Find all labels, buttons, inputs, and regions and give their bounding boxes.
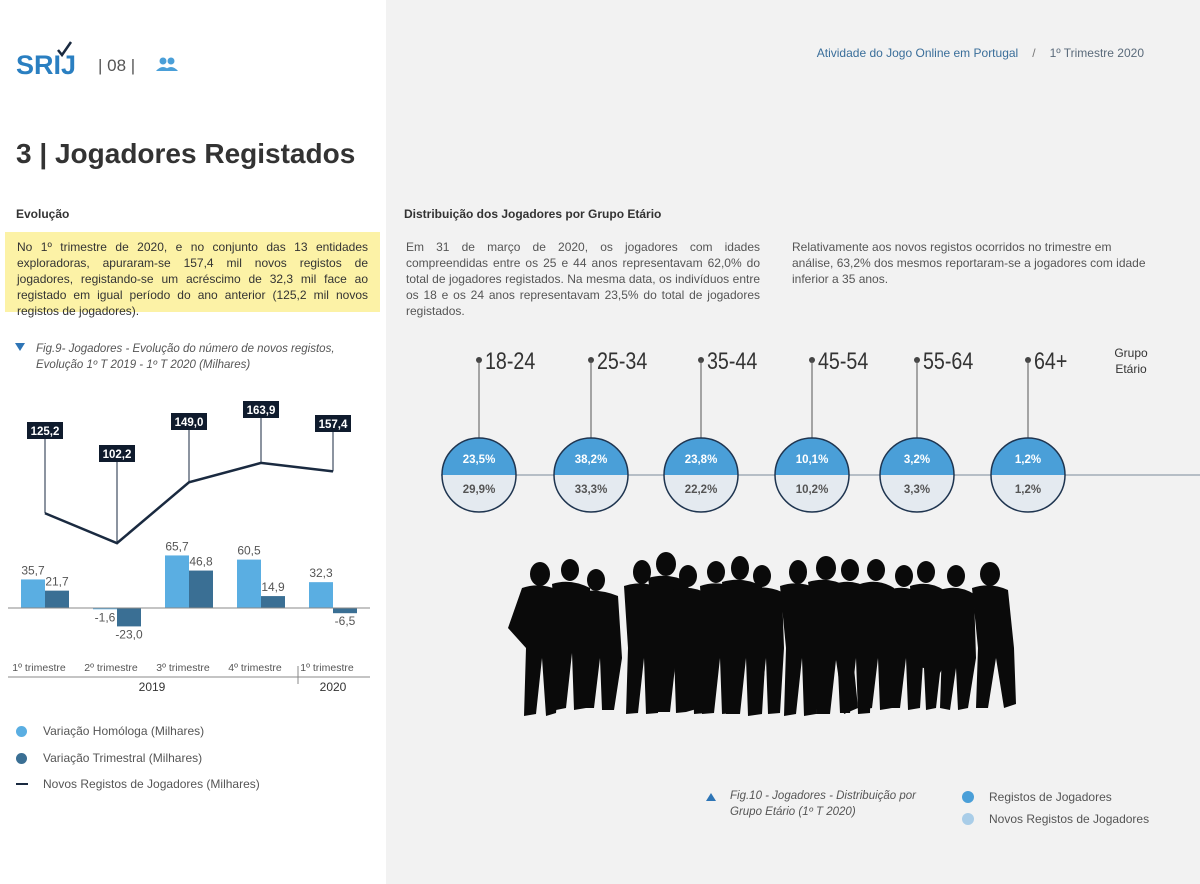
logo-text: SRIJ — [16, 50, 77, 80]
bar-homologa — [165, 555, 189, 608]
year-label-2020: 2020 — [319, 680, 347, 694]
line-label: 157,4 — [318, 419, 348, 431]
bar-label-trimestral: -23,0 — [115, 627, 143, 642]
age-group-label: 35-44 — [707, 347, 758, 375]
age-group-label: 45-54 — [818, 347, 869, 375]
bar-label-homologa: 35,7 — [21, 563, 45, 578]
year-label-2019: 2019 — [138, 680, 166, 694]
registos-value: 23,5% — [462, 454, 496, 466]
legend-line-novos — [16, 783, 28, 785]
category-label: 3º trimestre — [156, 662, 210, 674]
novos-value: 1,2% — [1014, 484, 1042, 496]
paragraph-distribuicao: Em 31 de março de 2020, os jogadores com idades compreendidas entre os 25 e 44 anos representavam 62,0% do total de jogadores registados. Na mesma data, os indivíduos entre os 18 e os 24 anos representavam 23,5% do total de jogadores registados. — [406, 240, 760, 318]
category-label: 4º trimestre — [228, 662, 282, 674]
age-group-label: 18-24 — [485, 347, 536, 375]
bar-trimestral — [189, 571, 213, 608]
registos-value: 38,2% — [574, 454, 608, 466]
bar-label-homologa: 32,3 — [309, 566, 333, 581]
novos-value: 3,3% — [903, 484, 931, 496]
people-icon — [156, 56, 178, 72]
category-label: 1º trimestre — [300, 662, 354, 674]
legend-item-novos — [962, 812, 1149, 826]
legend-label-homologa: Variação Homóloga (Milhares) — [43, 724, 205, 738]
age-group-label: 55-64 — [923, 347, 974, 375]
breadcrumb-title: Atividade do Jogo Online em Portugal — [816, 46, 1019, 60]
caption-marker-icon — [15, 343, 25, 351]
fig9-caption: Fig.9- Jogadores - Evolução do número de novos registos, Evolução 1º T 2019 - 1º T 2020 (Milhares) — [36, 343, 335, 371]
bar-trimestral — [333, 608, 357, 613]
category-label: 1º trimestre — [12, 662, 66, 674]
line-label: 102,2 — [102, 449, 132, 461]
breadcrumb-period: 1º Trimestre 2020 — [1049, 46, 1144, 60]
legend-dot-novos — [962, 813, 974, 825]
page-title: 3 | Jogadores Registados — [16, 138, 356, 169]
legend-item-trimestral — [16, 751, 202, 765]
srij-logo — [16, 40, 80, 80]
fig10-caption: Fig.10 - Jogadores - Distribuição por Grupo Etário (1º T 2020) — [730, 790, 916, 818]
legend-label-novos-registos: Novos Registos de Jogadores — [989, 812, 1150, 826]
line-label: 149,0 — [174, 417, 204, 429]
legend-dot-homologa — [16, 726, 27, 737]
novos-value: 10,2% — [795, 484, 829, 496]
bar-trimestral — [45, 591, 69, 608]
bar-label-trimestral: 14,9 — [261, 580, 285, 595]
bar-homologa — [309, 582, 333, 608]
bar-homologa — [237, 560, 261, 608]
bar-homologa — [21, 579, 45, 608]
page-number: | 08 | — [98, 56, 136, 75]
line-label: 125,2 — [30, 426, 60, 438]
registos-value: 23,8% — [684, 454, 718, 466]
legend-label-novos: Novos Registos de Jogadores (Milhares) — [43, 777, 260, 791]
bar-label-homologa: -1,6 — [94, 610, 116, 625]
legend-label-trimestral: Variação Trimestral (Milhares) — [43, 751, 203, 765]
legend-item-registos — [962, 790, 1112, 804]
line-label: 163,9 — [246, 405, 276, 417]
evolution-chart — [0, 390, 386, 700]
breadcrumb — [817, 46, 1144, 60]
bar-label-trimestral: -6,5 — [334, 614, 356, 629]
bar-label-homologa: 65,7 — [165, 539, 189, 554]
age-group-chart — [386, 330, 1200, 520]
section-title-distribuicao: Distribuição dos Jogadores por Grupo Etário — [404, 207, 662, 221]
legend-item-homologa — [16, 724, 204, 738]
legend-dot-trimestral — [16, 753, 27, 764]
legend-item-novos-registos — [16, 777, 260, 791]
bar-label-trimestral: 46,8 — [189, 554, 213, 569]
axis-label-etario: Etário — [1115, 362, 1147, 376]
legend-dot-registos — [962, 791, 974, 803]
registos-value: 1,2% — [1014, 454, 1042, 466]
caption-marker-up-icon — [706, 793, 716, 801]
novos-value: 22,2% — [684, 484, 718, 496]
axis-label-grupo: Grupo — [1114, 346, 1148, 360]
age-group-label: 25-34 — [597, 347, 648, 375]
category-label: 2º trimestre — [84, 662, 138, 674]
age-group-label: 64+ — [1034, 347, 1068, 375]
breadcrumb-separator: / — [1032, 46, 1036, 60]
novos-value: 29,9% — [462, 484, 496, 496]
highlight-summary: No 1º trimestre de 2020, e no conjunto das 13 entidades exploradoras, apuraram-se 157,4 mil novos registos de jogadores, registando-se um acréscimo de 32,3 mil face ao registado em igual período do ano anterior (125,2 mil novos registos de jogadores). — [5, 232, 380, 312]
bar-trimestral — [261, 596, 285, 608]
legend-label-registos: Registos de Jogadores — [989, 790, 1112, 804]
novos-value: 33,3% — [574, 484, 608, 496]
bar-label-trimestral: 21,7 — [45, 574, 69, 589]
registos-value: 3,2% — [903, 454, 931, 466]
crowd-silhouette — [500, 548, 1020, 723]
bar-label-homologa: 60,5 — [237, 543, 261, 558]
section-title-evolucao: Evolução — [16, 207, 70, 221]
paragraph-novos-registos: Relativamente aos novos registos ocorridos no trimestre em análise, 63,2% dos mesmos reportaram-se a jogadores com idade inferior a 35 anos. — [792, 240, 1146, 286]
registos-value: 10,1% — [795, 454, 829, 466]
bar-trimestral — [117, 608, 141, 626]
